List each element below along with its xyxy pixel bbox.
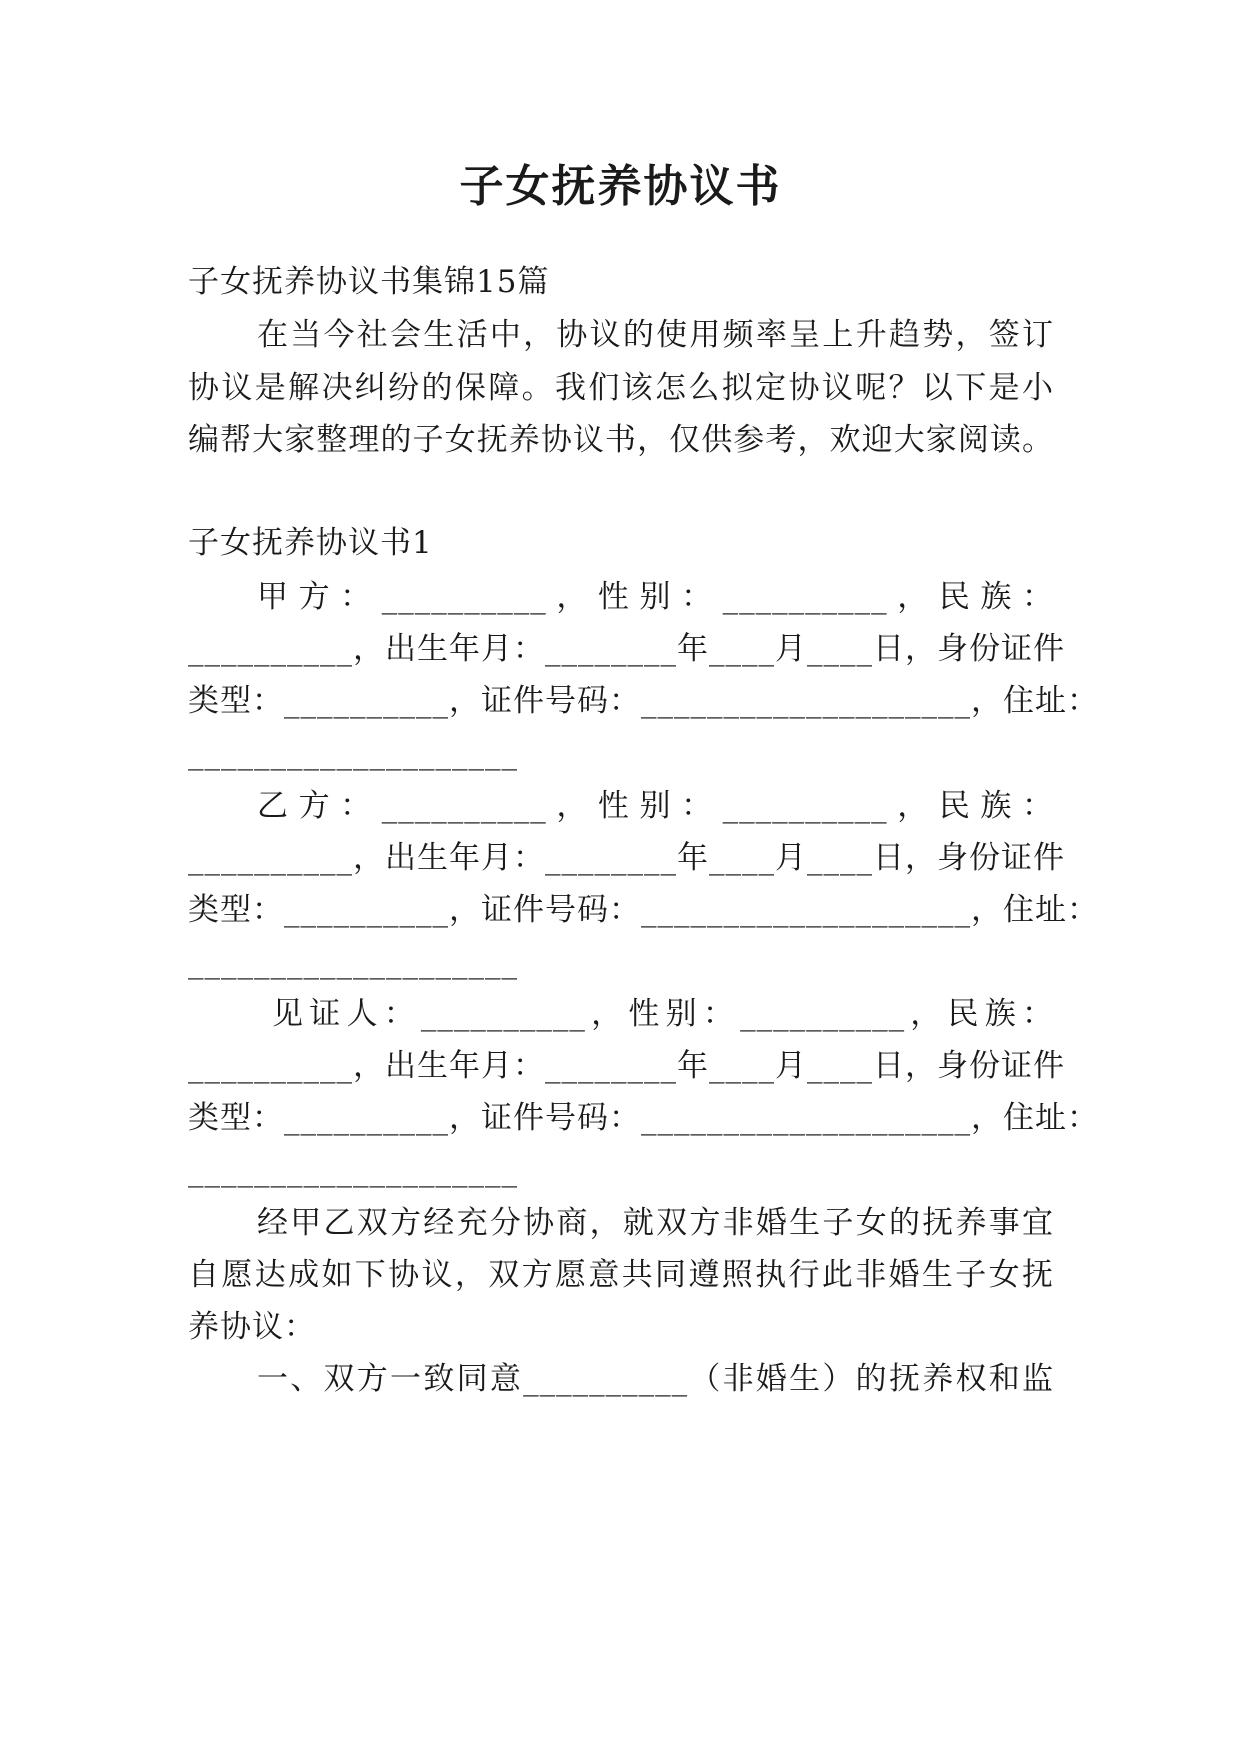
agreement-line-3: 养协议：	[188, 1309, 316, 1345]
intro-line-1: 在当今社会生活中，协议的使用频率呈上升趋势，签订	[257, 317, 1054, 353]
witness-line-2: __________，出生年月：________年____月____日，身份证件	[188, 1048, 1065, 1084]
intro-line-2: 协议是解决纠纷的保障。我们该怎么拟定协议呢？以下是小	[188, 370, 1054, 406]
intro-line-3: 编帮大家整理的子女抚养协议书，仅供参考，欢迎大家阅读。	[188, 422, 1054, 458]
party-b-line-4: ____________________	[188, 944, 518, 980]
witness-line-3: 类型：__________，证件号码：____________________，住址：	[188, 1100, 1099, 1136]
clause-1-line: 一、双方一致同意__________（非婚生）的抚养权和监	[257, 1361, 1054, 1397]
agreement-line-1: 经甲乙双方经充分协商，就双方非婚生子女的抚养事宜	[257, 1205, 1054, 1241]
party-a-line-2: __________，出生年月：________年____月____日，身份证件	[188, 631, 1065, 667]
party-b-line-2: __________，出生年月：________年____月____日，身份证件	[188, 840, 1065, 876]
party-b-line-1: 乙方：__________，性别：__________，民族：	[257, 788, 1054, 824]
party-b-line-3: 类型：__________，证件号码：____________________，住址：	[188, 892, 1099, 928]
party-a-line-4: ____________________	[188, 735, 518, 771]
document-title: 子女抚养协议书	[459, 161, 782, 212]
party-a-line-3: 类型：__________，证件号码：____________________，住址：	[188, 683, 1099, 719]
collection-heading: 子女抚养协议书集锦15篇	[188, 264, 550, 300]
witness-line-1: 见证人：__________，性别：__________，民族：	[272, 996, 1054, 1032]
party-a-line-1: 甲方：__________，性别：__________，民族：	[257, 579, 1054, 615]
witness-line-4: ____________________	[188, 1152, 518, 1188]
agreement-line-2: 自愿达成如下协议，双方愿意共同遵照执行此非婚生子女抚	[188, 1257, 1054, 1293]
section-heading: 子女抚养协议书1	[188, 525, 433, 561]
